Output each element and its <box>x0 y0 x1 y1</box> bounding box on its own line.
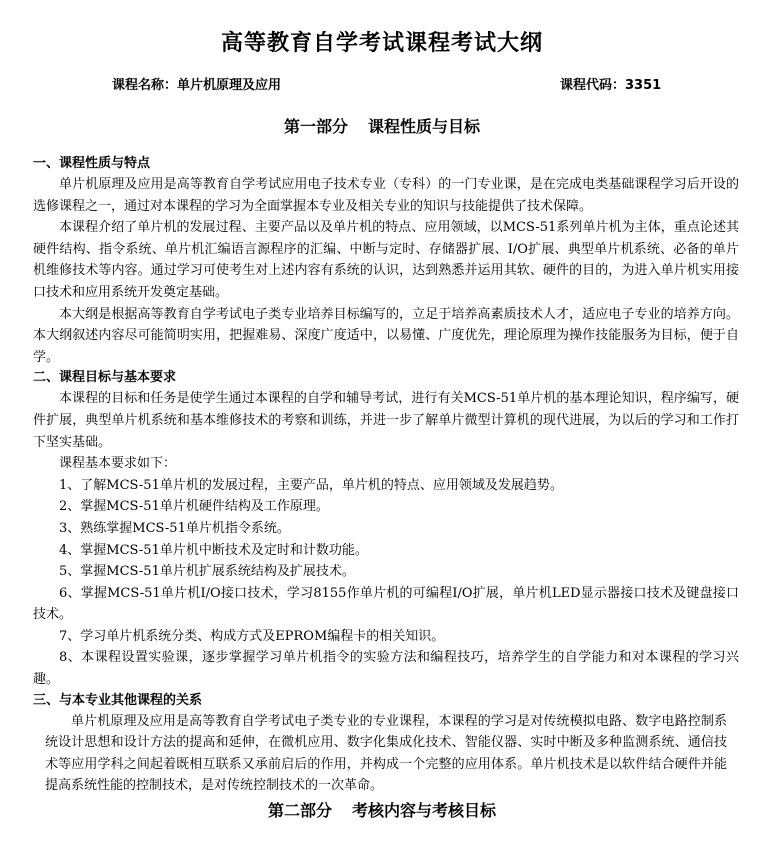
part-one-name: 课程性质与目标 <box>368 117 481 136</box>
paragraph: 本大纲是根据高等教育自学考试电子类专业培养目标编写的，立足于培养高素质技术人才，适应电子专业的培养方向。本大纲叙述内容尽可能简明实用，把握难易、深度广度适中，以易懂、广度优先，理论原理为操作技能服务为目标，便于自学。 <box>33 306 739 365</box>
list-item: 8、本课程设置实验课，逐步掌握学习单片机指令的实验方法和编程技巧，培养学生的自学能力和对本课程的学习兴趣。 <box>33 650 739 688</box>
paragraph: 单片机原理及应用是高等教育自学考试电子类专业的专业课程，本课程的学习是对传统模拟电路、数字电路控制系统设计思想和设计方法的提高和延伸，在微机应用、数字化集成化技术、智能仪器、实时中断及多种监测系统、通信技术等应用学科之间起着既相互联系又承前启后的作用，并构成一个完整的应用体系。单片机技术是以软件结合硬件并能提高系统性能的控制技术，是对传统控制技术的一次革命。 <box>45 713 727 794</box>
section-heading: 二、课程目标与基本要求 <box>33 370 177 386</box>
document-body <box>33 154 739 797</box>
course-code: 课程代码：3351 <box>560 78 662 93</box>
list-item: 5、掌握MCS-51单片机扩展系统结构及扩展技术。 <box>59 564 355 580</box>
paragraph: 单片机原理及应用是高等教育自学考试应用电子技术专业（专科）的一门专业课，是在完成电类基础课程学习后开设的选修课程之一，通过对本课程的学习为全面掌握本专业及相关专业的知识与技能提供了技术保障。 <box>33 177 739 214</box>
part-one-label: 第一部分 <box>283 117 348 136</box>
list-item: 1、了解MCS-51单片机的发展过程，主要产品，单片机的特点、应用领域及发展趋势。 <box>59 477 563 493</box>
list-item: 6、掌握MCS-51单片机I/O接口技术，学习8155作单片机的可编程I/O扩展，单片机LED显示器接口技术及键盘接口技术。 <box>33 585 739 623</box>
part-two-name: 考核内容与考核目标 <box>352 801 497 820</box>
course-name: 课程名称：单片机原理及应用 <box>112 78 282 93</box>
part-one-heading <box>0 114 764 137</box>
part-two-heading <box>0 798 764 821</box>
part-two-label: 第二部分 <box>267 801 332 820</box>
list-item: 4、掌握MCS-51单片机中断技术及定时和计数功能。 <box>59 542 368 558</box>
paragraph: 本课程介绍了单片机的发展过程、主要产品以及单片机的特点、应用领域，以MCS-51系列单片机为主体，重点论述其硬件结构、指令系统、单片机汇编语言源程序的汇编、中断与定时、存储器扩展、I/O扩展、典型单片机系统、必备的单片机维修技术等内容。通过学习可使考生对上述内容有系统的认识，达到熟悉并运用其软、硬件的目的，为进入单片机实用接口技术和应用系统开发奠定基础。 <box>33 220 739 300</box>
list-item: 7、学习单片机系统分类、构成方式及EPROM编程卡的相关知识。 <box>59 628 445 644</box>
document-title: 高等教育自学考试课程考试大纲 <box>220 31 543 56</box>
paragraph: 本课程的目标和任务是使学生通过本课程的自学和辅导考试，进行有关MCS-51单片机的基本理论知识，程序编写，硬件扩展，典型单片机系统和基本维修技术的考察和训练，并进一步了解单片微型计算机的现代进展，为以后的学习和工作打下坚实基础。 <box>33 391 739 450</box>
list-item: 3、熟练掌握MCS-51单片机指令系统。 <box>59 520 290 536</box>
section-heading: 一、课程性质与特点 <box>33 156 151 171</box>
section-heading: 三、与本专业其他课程的关系 <box>33 692 203 708</box>
list-item: 2、掌握MCS-51单片机硬件结构及工作原理。 <box>59 499 329 515</box>
requirements-lead: 课程基本要求如下： <box>59 456 177 472</box>
